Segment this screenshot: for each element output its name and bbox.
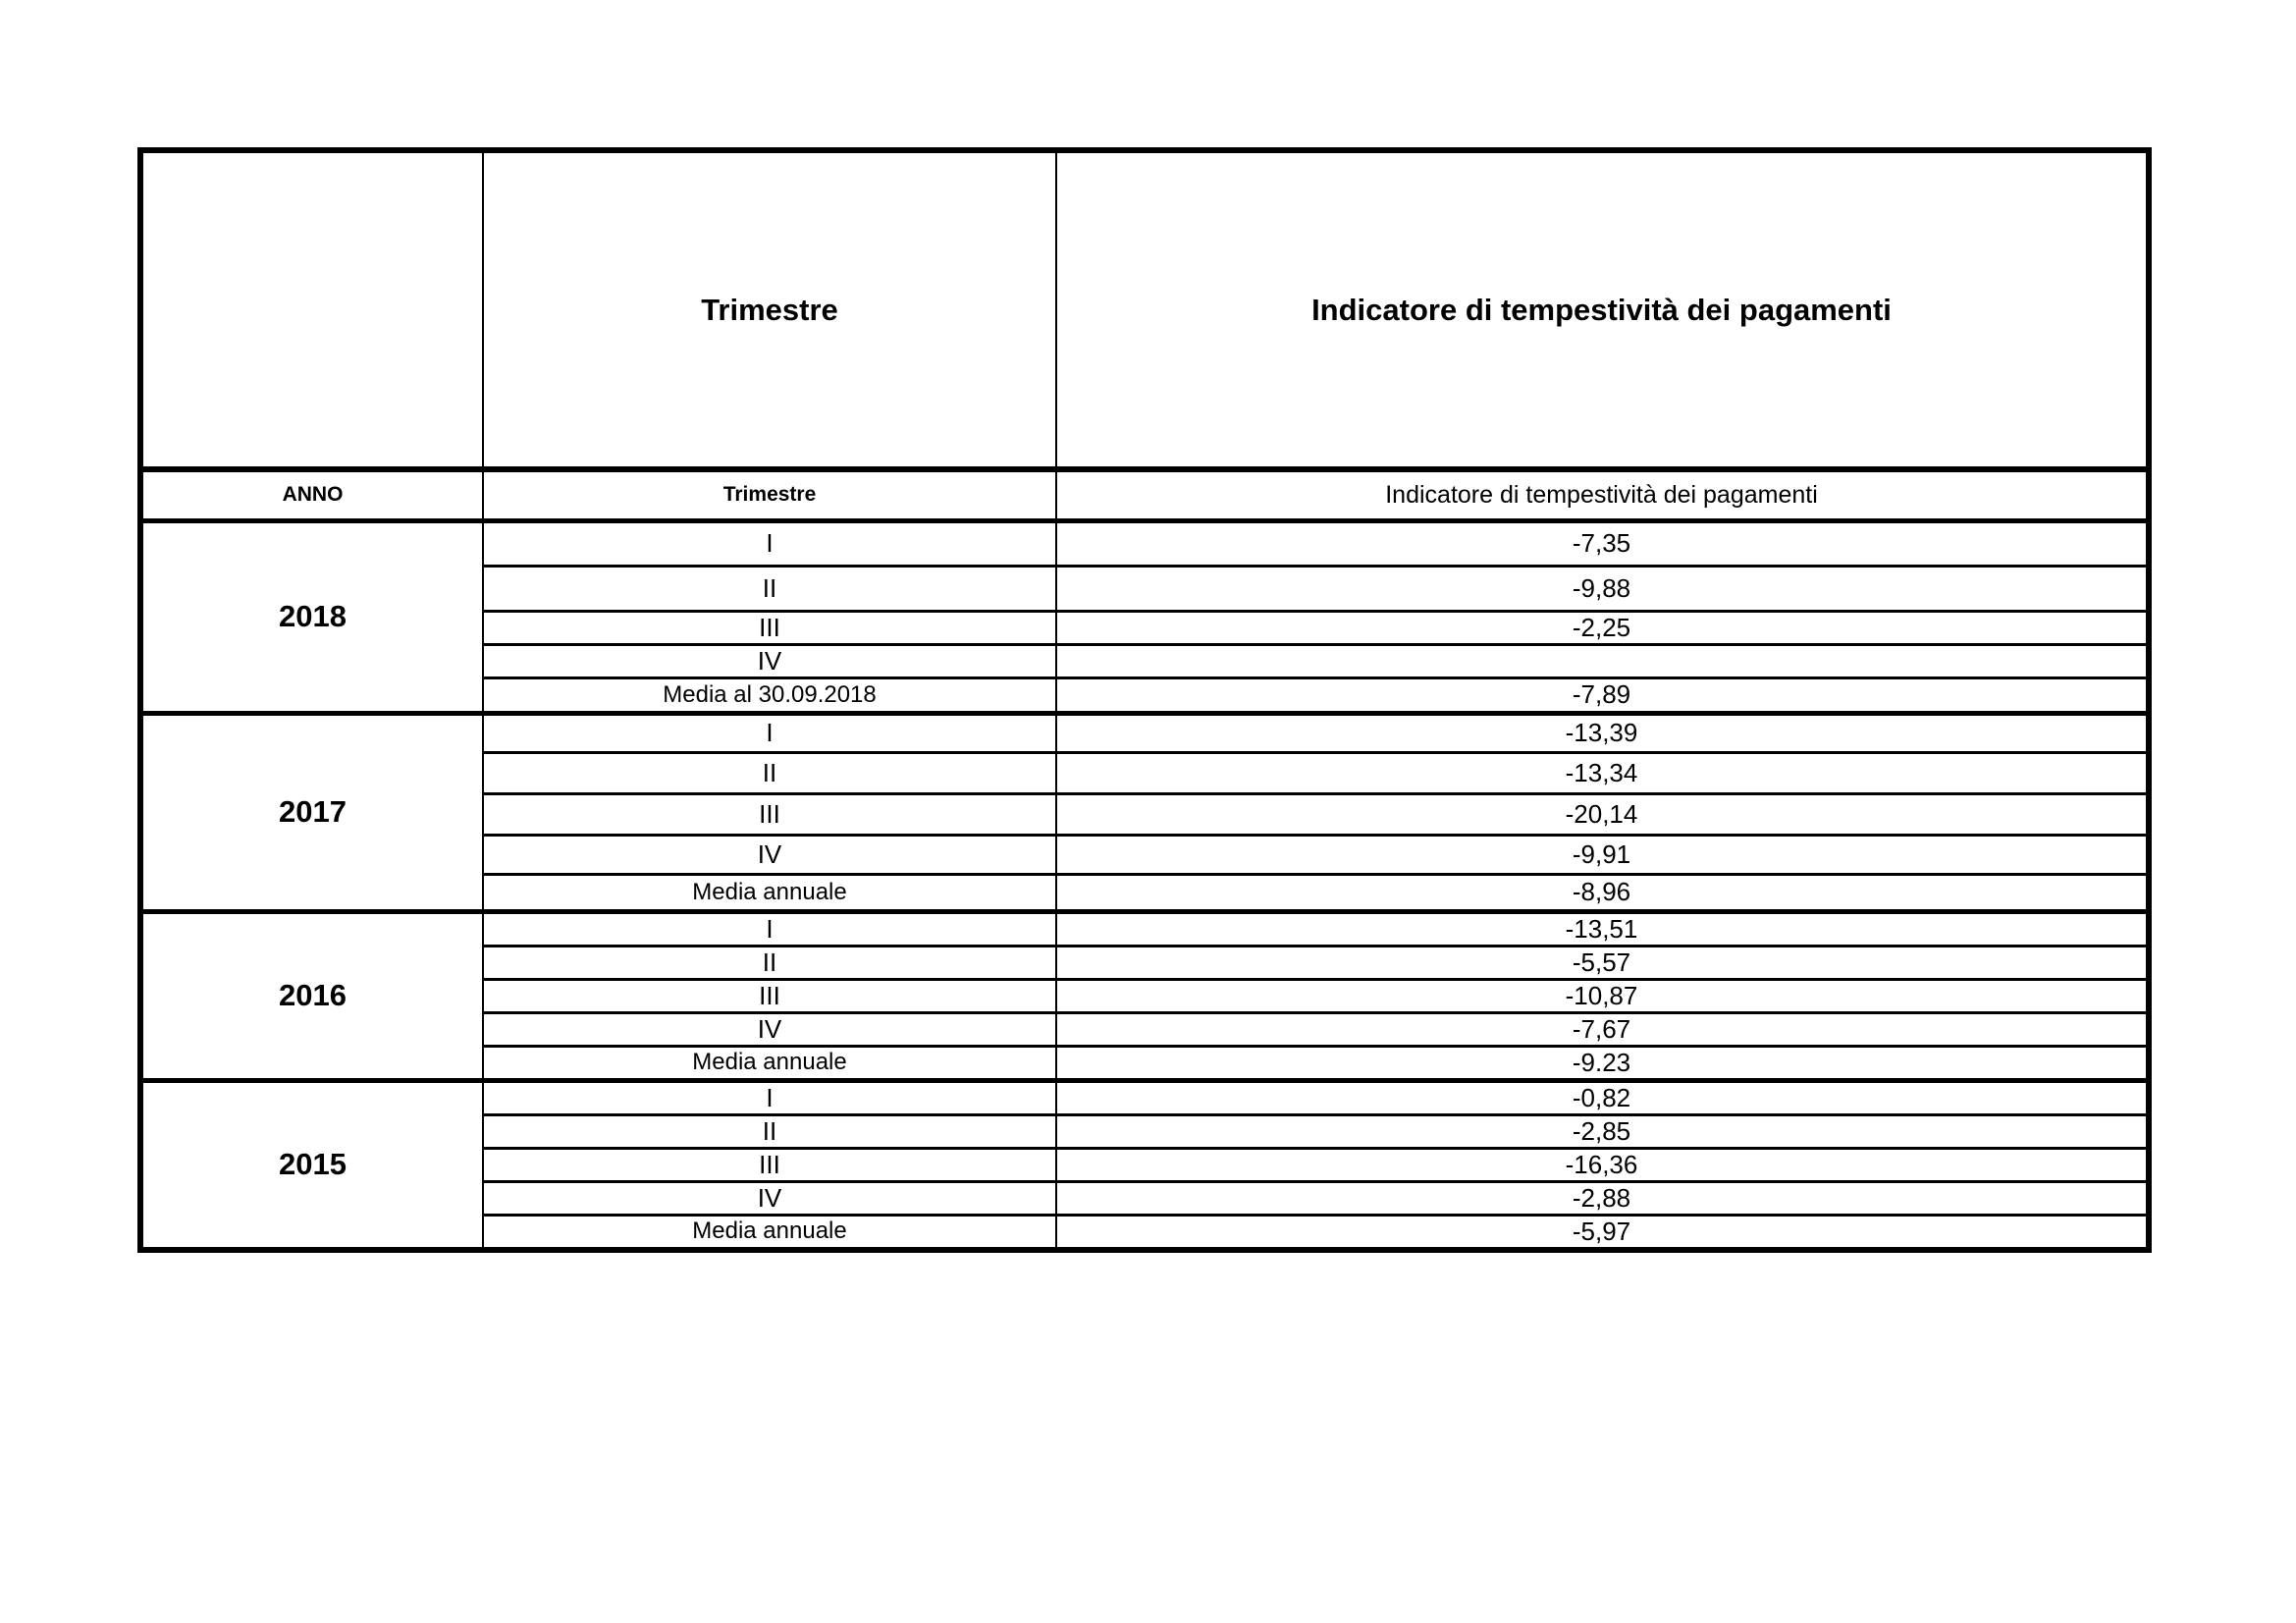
media-label-cell: Media annuale bbox=[483, 1215, 1056, 1250]
quarter-cell: I bbox=[483, 1080, 1056, 1114]
value-cell: -5,57 bbox=[1056, 946, 2149, 979]
quarter-cell: IV bbox=[483, 835, 1056, 874]
year-cell-2016: 2016 bbox=[140, 911, 483, 1080]
quarter-cell: III bbox=[483, 611, 1056, 644]
quarter-cell: III bbox=[483, 1148, 1056, 1181]
quarter-cell: IV bbox=[483, 1181, 1056, 1215]
year-cell-2015: 2015 bbox=[140, 1080, 483, 1250]
value-cell: -5,97 bbox=[1056, 1215, 2149, 1250]
value-cell: -16,36 bbox=[1056, 1148, 2149, 1181]
table-row bbox=[140, 1080, 2149, 1114]
quarter-cell: III bbox=[483, 793, 1056, 835]
media-label-cell: Media annuale bbox=[483, 1046, 1056, 1080]
subheader-anno: ANNO bbox=[140, 469, 483, 520]
value-cell: -20,14 bbox=[1056, 793, 2149, 835]
media-label-cell: Media annuale bbox=[483, 874, 1056, 911]
value-cell: -9,88 bbox=[1056, 566, 2149, 611]
subheader-indicatore: Indicatore di tempestività dei pagamenti bbox=[1056, 469, 2149, 520]
value-cell: -9.23 bbox=[1056, 1046, 2149, 1080]
quarter-cell: II bbox=[483, 1114, 1056, 1148]
year-cell-2017: 2017 bbox=[140, 713, 483, 911]
payments-table bbox=[137, 147, 2152, 1253]
quarter-cell: III bbox=[483, 979, 1056, 1012]
media-label-cell: Media al 30.09.2018 bbox=[483, 677, 1056, 713]
value-cell: -7,35 bbox=[1056, 520, 2149, 566]
quarter-cell: II bbox=[483, 752, 1056, 793]
table-row bbox=[140, 911, 2149, 946]
quarter-cell: IV bbox=[483, 644, 1056, 677]
value-cell: -2,25 bbox=[1056, 611, 2149, 644]
value-cell: -7,67 bbox=[1056, 1012, 2149, 1046]
quarter-cell: I bbox=[483, 520, 1056, 566]
year-cell-2018: 2018 bbox=[140, 520, 483, 713]
value-cell: -7,89 bbox=[1056, 677, 2149, 713]
subheader-trimestre: Trimestre bbox=[483, 469, 1056, 520]
main-header-trimestre: Trimestre bbox=[483, 150, 1056, 469]
quarter-cell: I bbox=[483, 713, 1056, 752]
value-cell: -13,39 bbox=[1056, 713, 2149, 752]
main-header-empty-cell bbox=[140, 150, 483, 469]
value-cell bbox=[1056, 644, 2149, 677]
value-cell: -13,34 bbox=[1056, 752, 2149, 793]
sub-header-row bbox=[140, 469, 2149, 520]
main-header-row bbox=[140, 150, 2149, 469]
report-sheet bbox=[137, 147, 2152, 1253]
quarter-cell: I bbox=[483, 911, 1056, 946]
main-header-indicatore: Indicatore di tempestività dei pagamenti bbox=[1056, 150, 2149, 469]
quarter-cell: II bbox=[483, 946, 1056, 979]
quarter-cell: IV bbox=[483, 1012, 1056, 1046]
quarter-cell: II bbox=[483, 566, 1056, 611]
value-cell: -2,88 bbox=[1056, 1181, 2149, 1215]
value-cell: -0,82 bbox=[1056, 1080, 2149, 1114]
table-row bbox=[140, 713, 2149, 752]
value-cell: -10,87 bbox=[1056, 979, 2149, 1012]
table-row bbox=[140, 520, 2149, 566]
value-cell: -9,91 bbox=[1056, 835, 2149, 874]
value-cell: -13,51 bbox=[1056, 911, 2149, 946]
value-cell: -8,96 bbox=[1056, 874, 2149, 911]
value-cell: -2,85 bbox=[1056, 1114, 2149, 1148]
